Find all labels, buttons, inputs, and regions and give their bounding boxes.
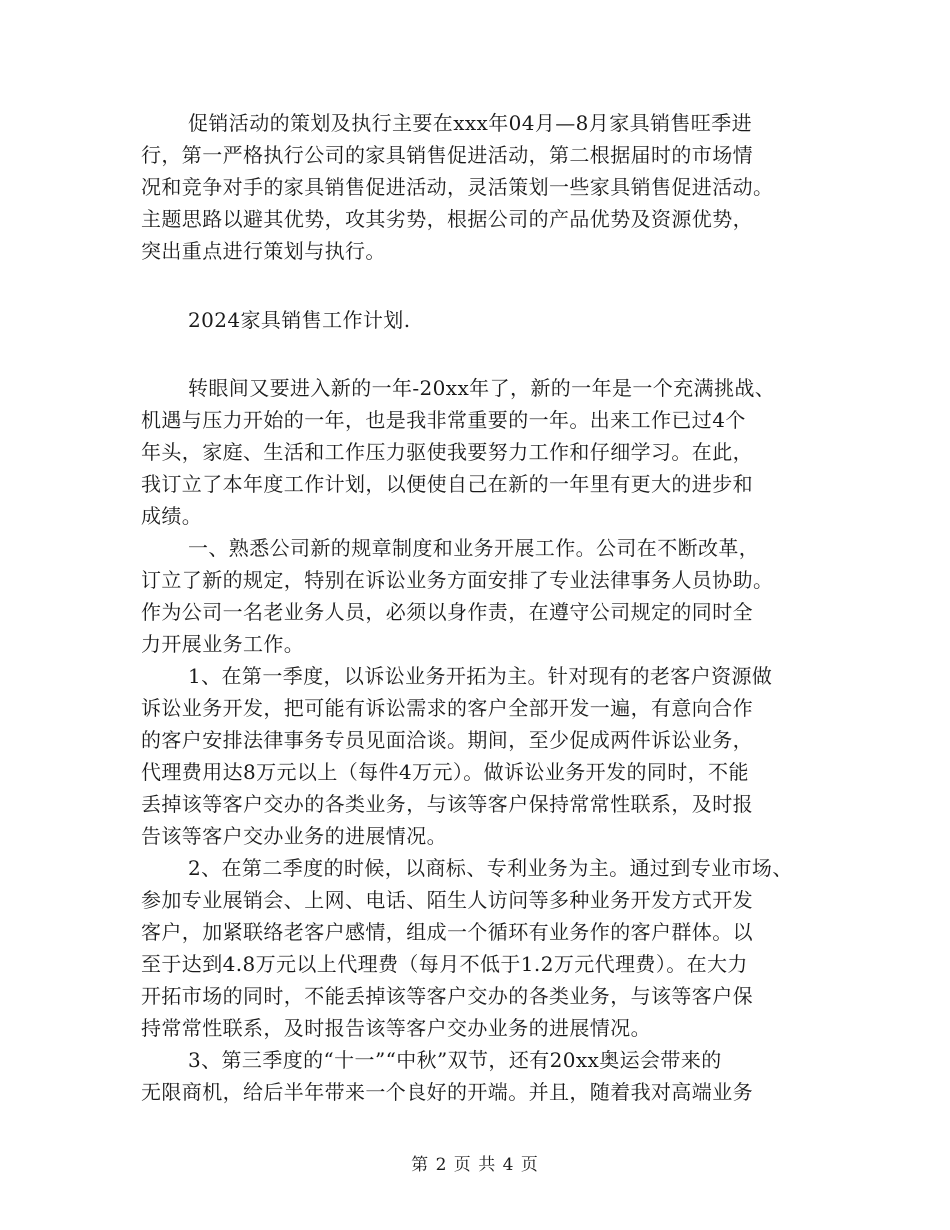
paragraph-3-line-3: 年头，家庭、生活和工作压力驱使我要努力工作和仔细学习。在此， xyxy=(141,440,753,464)
paragraph-5-line-6: 告该等客户交办业务的进展情况。 xyxy=(141,824,447,848)
paragraph-3-line-1: 转眼间又要进入新的一年-20xx年了，新的一年是一个充满挑战、 xyxy=(188,376,776,400)
paragraph-6-line-6: 持常常性联系，及时报告该等客户交办业务的进展情况。 xyxy=(141,1016,651,1040)
paragraph-6-line-2: 参加专业展销会、上网、电话、陌生人访问等多种业务开发方式开发 xyxy=(141,888,753,912)
paragraph-6-line-5: 开拓市场的同时，不能丢掉该等客户交办的各类业务，与该等客户保 xyxy=(141,984,753,1008)
paragraph-4-line-3: 作为公司一名老业务人员，必须以身作责，在遵守公司规定的同时全 xyxy=(141,600,753,624)
paragraph-5-line-2: 诉讼业务开发，把可能有诉讼需求的客户全部开发一遍，有意向合作 xyxy=(141,696,753,720)
paragraph-5-line-4: 代理费用达8万元以上（每件4万元）。做诉讼业务开发的同时，不能 xyxy=(141,760,749,784)
paragraph-1-line-4: 主题思路以避其优势，攻其劣势，根据公司的产品优势及资源优势， xyxy=(141,207,753,231)
paragraph-7-line-1: 3、第三季度的“十一”“中秋”双节，还有20xx奥运会带来的 xyxy=(188,1048,722,1072)
paragraph-4-line-1: 一、熟悉公司新的规章制度和业务开展工作。公司在不断改革， xyxy=(188,536,760,560)
paragraph-5-line-5: 丢掉该等客户交办的各类业务，与该等客户保持常常性联系，及时报 xyxy=(141,792,753,816)
paragraph-3-line-4: 我订立了本年度工作计划，以便使自己在新的一年里有更大的进步和 xyxy=(141,472,753,496)
paragraph-3-line-5: 成绩。 xyxy=(141,504,203,528)
paragraph-1-line-1: 促销活动的策划及执行主要在xxx年04月—8月家具销售旺季进 xyxy=(188,111,753,135)
paragraph-6-line-4: 至于达到4.8万元以上代理费（每月不低于1.2万元代理费）。在大力 xyxy=(141,952,748,976)
page-footer: 第 2 页 共 4 页 xyxy=(411,1155,539,1175)
paragraph-6-line-3: 客户，加紧联络老客户感情，组成一个循环有业务作的客户群体。以 xyxy=(141,920,753,944)
section-heading: 2024家具销售工作计划. xyxy=(188,308,411,332)
paragraph-1-line-5: 突出重点进行策划与执行。 xyxy=(141,239,386,263)
paragraph-1-line-2: 行，第一严格执行公司的家具销售促进活动，第二根据届时的市场情 xyxy=(141,143,753,167)
paragraph-6-line-1: 2、在第二季度的时候，以商标、专利业务为主。通过到专业市场、 xyxy=(188,856,793,880)
paragraph-1-line-3: 况和竞争对手的家具销售促进活动，灵活策划一些家具销售促进活动。 xyxy=(141,175,774,199)
paragraph-4-line-2: 订立了新的规定，特别在诉讼业务方面安排了专业法律事务人员协助。 xyxy=(141,568,774,592)
paragraph-5-line-3: 的客户安排法律事务专员见面洽谈。期间，至少促成两件诉讼业务， xyxy=(141,728,753,752)
paragraph-3-line-2: 机遇与压力开始的一年，也是我非常重要的一年。出来工作已过4个 xyxy=(141,408,746,432)
paragraph-4-line-4: 力开展业务工作。 xyxy=(141,632,305,656)
paragraph-7-line-2: 无限商机，给后半年带来一个良好的开端。并且，随着我对高端业务 xyxy=(141,1080,753,1104)
paragraph-5-line-1: 1、在第一季度，以诉讼业务开拓为主。针对现有的老客户资源做 xyxy=(188,664,773,688)
